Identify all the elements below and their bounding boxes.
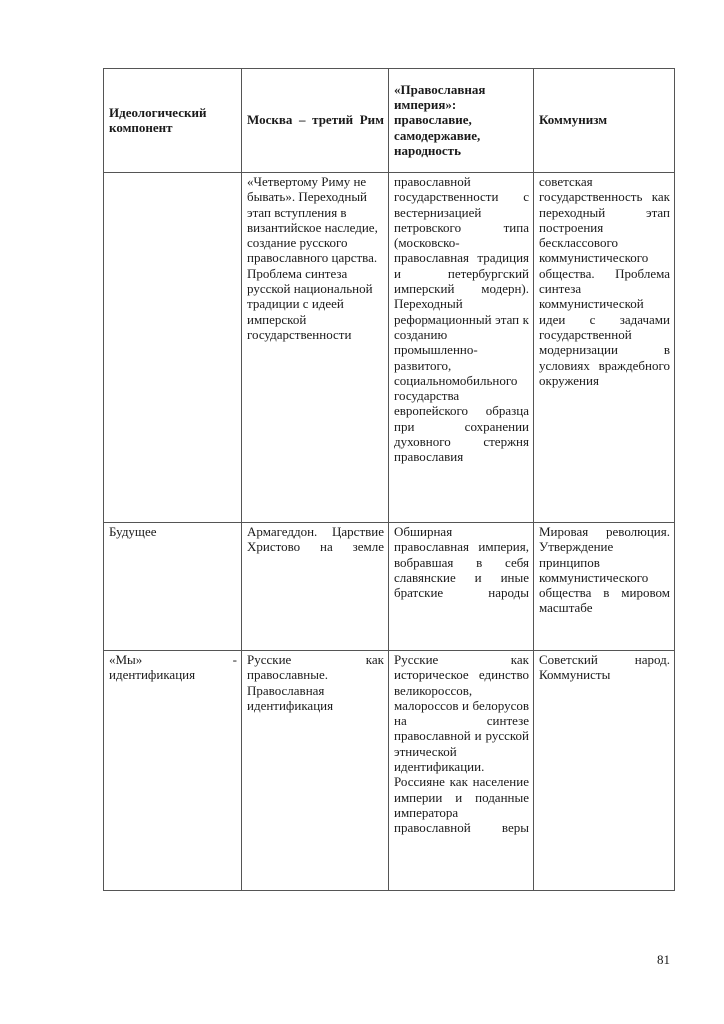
- header-orthodox-empire: «Православная империя»: православие, самодержавие, народность: [389, 69, 534, 173]
- cell-component: «Мы» - идентификация: [104, 651, 242, 891]
- cell-communism: Мировая революция. Утверждение принципов коммунистического общества в мировом масштабе: [534, 523, 675, 651]
- table-header-row: [104, 69, 675, 173]
- table-row: [104, 523, 675, 651]
- cell-communism: советская государственность как переходный этап построения бесклассового коммунистического общества. Проблема синтеза коммунистической идеи с задачами государственной модернизации в условиях враждебного окружения: [534, 173, 675, 523]
- cell-moscow: «Четвертому Риму не бывать». Переходный этап вступления в византийское наследие, создание русского православного царства. Проблема синтеза русской национальной традиции с идеей имперской государственности: [242, 173, 389, 523]
- cell-component: Будущее: [104, 523, 242, 651]
- table-row: [104, 651, 675, 891]
- cell-moscow: Русские как православные. Православная идентификация: [242, 651, 389, 891]
- cell-orthodox-empire: Обширная православная империя, вобравшая в себя славянские и иные братские народы: [389, 523, 534, 651]
- cell-orthodox-empire: Русские как историческое единство великороссов, малороссов и белорусов на синтезе православной и русской этнической идентификации. Россияне как население империи и поданные императора православной веры: [389, 651, 534, 891]
- header-communism: Коммунизм: [534, 69, 675, 173]
- ideology-comparison-table: [103, 68, 675, 891]
- cell-component: [104, 173, 242, 523]
- table-row: [104, 173, 675, 523]
- page-number: 81: [657, 952, 670, 967]
- cell-moscow: Армагеддон. Царствие Христово на земле: [242, 523, 389, 651]
- cell-communism: Советский народ. Коммунисты: [534, 651, 675, 891]
- header-moscow: Москва – третий Рим: [242, 69, 389, 173]
- header-component: Идеологический компонент: [104, 69, 242, 173]
- cell-orthodox-empire: православной государственности с вестернизацией петровского типа (московско-православная традиция и петербургский имперский модерн). Переходный реформационный этап к созданию промышленно-развитого, социальномобильного государства европейского образца при сохранении духовного стержня православия: [389, 173, 534, 523]
